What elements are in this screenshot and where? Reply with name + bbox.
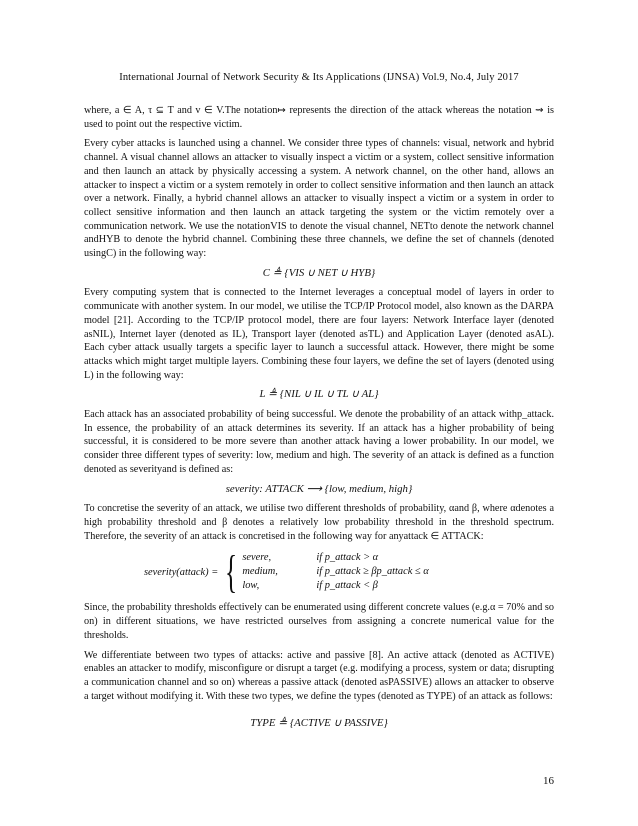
equation-severity-function: severity: ATTACK ⟶ {low, medium, high} [225, 482, 413, 495]
left-brace-symbol: { [225, 546, 238, 598]
paragraph-channels: Every cyber attacks is launched using a channel. We consider three types of channels: visual, network and hybrid channel. A visual channel allows an attacker to visually inspect a victim or a system, collect sensitive information and then launch an attack by physically accessing a system. A network channel, on the other hand, allows an attacker to inspect a victim or a system remotely in order to collect sensitive information and then launch an attack over a network. Finally, a hybrid channel allows an attacker to visually inspect a victim or a system in order to collect sensitive information and then launch an attack targeting the system or the victim remotely over a communication network. We use the notationVIS to denote the visual channel, NETto denote the network channel andHYB to denote the hybrid channel. Combining these three channels, we define the set of channels (denoted usingC) in the following way: [84, 138, 554, 260]
page-body [84, 104, 554, 737]
journal-header: International Journal of Network Security & Its Applications (IJNSA) Vol.9, No.4, July 2017 [119, 72, 519, 83]
paragraph-layers: Every computing system that is connected to the Internet leverages a conceptual model of layers in order to communicate with another system. In our model, we utilise the TCP/IP Protocol model, also known as the DARPA model [21]. According to the TCP/IP protocol model, there are four layers: Network Interface layer (denoted asNIL), Internet layer (denoted as IL), Transport layer (denoted asTL) and Application Layer (denoted asAL). Each cyber attack usually targets a specific layer to launch a successful attack. However, there might be some attacks which might target multiple layers. Combining these four layers, we define the set of layers (denoted using L) in the following way: [84, 287, 554, 381]
page-number: 16 [543, 775, 554, 787]
equation-layers: L ≜ {NIL ∪ IL ∪ TL ∪ AL} [259, 388, 379, 401]
case-condition-severe: if p_attack > α [316, 552, 379, 564]
case-condition-low: if p_attack < β [316, 580, 378, 592]
paragraph-notation: where, a ∈ A, τ ⊆ T and v ∈ V.The notation↦ represents the direction of the attack whereas the notation ⇝ is used to point out the respective victim. [84, 105, 554, 130]
piecewise-lhs: severity(attack) = [144, 566, 219, 578]
equation-severity-piecewise [144, 546, 554, 598]
equation-channels: C ≜ {VIS ∪ NET ∪ HYB} [262, 266, 376, 279]
equation-types: TYPE ≜ {ACTIVE ∪ PASSIVE} [250, 717, 388, 730]
case-condition-medium: if p_attack ≥ βp_attack ≤ α [316, 566, 429, 578]
case-value-low: low, [242, 580, 260, 592]
paragraph-probability: Each attack has an associated probability of being successful. We denote the probability of an attack withp_attack. In essence, the probability of an attack determines its severity. If an attack has a higher probability of being successful, it is considered to be more severe than another attack having a lower probability. In our model, we consider three different types of severity: low, medium and high. The severity of an attack is defined as a function denoted as severityand is defined as: [84, 409, 554, 475]
paragraph-thresholds: To concretise the severity of an attack, we utilise two different thresholds of probability, αand β, where αdenotes a high probability threshold and β denotes a relatively low probability threshold in the threshold spectrum. Therefore, the severity of an attack is concretised in the following way for anyattack ∈ ATTACK: [84, 503, 554, 542]
paragraph-concrete-values: Since, the probability thresholds effectively can be enumerated using different concrete values (e.g.α = 70% and so on) in different situations, we have restricted ourselves from assigning a concrete numerical value for the thresholds. [84, 602, 554, 641]
case-value-medium: medium, [242, 566, 278, 578]
piecewise-cases [242, 551, 428, 593]
case-value-severe: severe, [242, 552, 272, 564]
paragraph-attack-types: We differentiate between two types of attacks: active and passive [8]. An active attack (denoted as ACTIVE) enables an attacker to modify, misconfigure or disrupt a target (e.g. modifying a process, system or data; disrupting a communication channel and so on) whereas a passive attack (denoted asPASSIVE) allows an attacker to observe a target without modifying it. With these two types, we define the types (denoted as TYPE) of an attack as follows: [84, 649, 554, 702]
